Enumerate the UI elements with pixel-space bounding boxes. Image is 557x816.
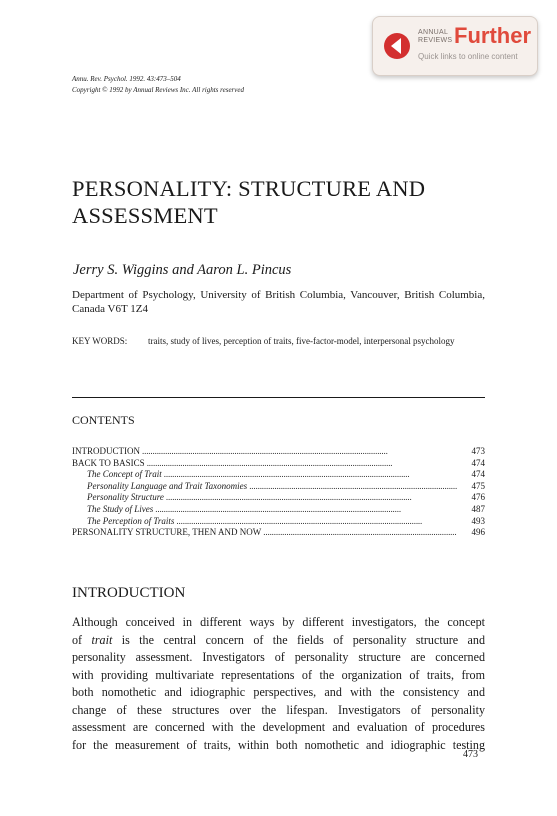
affiliation: Department of Psychology, University of British Columbia, Vancouver, British Columbia, Canada V6T 1Z4 xyxy=(72,289,485,315)
section-divider xyxy=(72,397,485,398)
table-of-contents xyxy=(72,446,485,539)
toc-entry-label: BACK TO BASICS xyxy=(72,457,145,468)
toc-entry-page: 493 xyxy=(471,515,485,526)
toc-leader-dots xyxy=(155,504,457,516)
toc-entry-page: 496 xyxy=(471,527,485,538)
body-line-part: is the central concern of the fields of personality structure and xyxy=(112,632,485,647)
body-line: with providing multivariate representations of the organization of traits, from xyxy=(72,667,485,682)
emphasis-trait: trait xyxy=(91,632,113,647)
page-number: 473 xyxy=(463,749,478,760)
body-line: both nomothetic and idiographic perspectives, and with the consistency and xyxy=(72,685,485,699)
article-title: PERSONALITY: STRUCTURE AND ASSESSMENT xyxy=(72,176,426,228)
badge-further-text: Further xyxy=(454,23,531,48)
copyright-line: Copyright © 1992 by Annual Reviews Inc. All rights reserved xyxy=(72,86,244,94)
toc-entry-page: 474 xyxy=(471,469,485,480)
toc-entry-page: 475 xyxy=(471,480,485,491)
toc-entry[interactable] xyxy=(72,492,485,504)
body-line: for the measurement of traits, within both nomothetic and idiographic testing xyxy=(72,737,485,752)
badge-annual-text: ANNUAL xyxy=(418,29,449,36)
contents-heading: CONTENTS xyxy=(72,413,135,427)
annual-reviews-logo-icon xyxy=(384,33,410,59)
toc-entry-page: 476 xyxy=(471,492,485,503)
toc-entry[interactable] xyxy=(72,481,485,493)
body-line: assessment are concerned with the development and evaluation of procedures xyxy=(72,720,485,734)
toc-entry-label: The Concept of Trait xyxy=(87,469,162,480)
toc-entry-label: Personality Language and Trait Taxonomies xyxy=(87,480,248,491)
badge-quick-links-text: Quick links to online content xyxy=(418,52,518,61)
toc-entry-page: 473 xyxy=(471,446,485,456)
toc-entry-label: Personality Structure xyxy=(87,492,164,503)
toc-leader-dots xyxy=(166,492,457,504)
toc-entry[interactable] xyxy=(72,458,485,470)
body-line: change of these structures over the lifespan. Investigators of personality xyxy=(72,702,485,717)
toc-leader-dots xyxy=(147,458,457,470)
toc-entry-label: PERSONALITY STRUCTURE, THEN AND NOW xyxy=(72,527,262,538)
toc-entry[interactable] xyxy=(72,527,485,539)
toc-entry-label: The Perception of Traits xyxy=(87,515,175,526)
body-line xyxy=(72,632,485,650)
toc-entry[interactable] xyxy=(72,446,485,458)
toc-entry[interactable] xyxy=(72,516,485,528)
toc-entry-label: INTRODUCTION xyxy=(72,446,140,456)
toc-leader-dots xyxy=(249,481,457,493)
further-badge[interactable] xyxy=(372,16,538,76)
body-line: Although conceived in different ways by different investigators, the concept xyxy=(72,615,485,629)
authors: Jerry S. Wiggins and Aaron L. Pincus xyxy=(73,262,292,278)
toc-entry-page: 474 xyxy=(471,457,485,468)
introduction-body xyxy=(72,614,485,754)
toc-entry[interactable] xyxy=(72,469,485,481)
toc-entry[interactable] xyxy=(72,504,485,516)
key-words-text: traits, study of lives, perception of traits, five-factor-model, interpersonal psychology xyxy=(148,336,455,346)
toc-leader-dots xyxy=(263,527,457,539)
key-words-label: KEY WORDS: xyxy=(72,336,128,346)
badge-reviews-text: REVIEWS xyxy=(418,37,453,44)
toc-entry-label: The Study of Lives xyxy=(87,503,154,514)
toc-leader-dots xyxy=(176,516,457,528)
toc-entry-page: 487 xyxy=(471,503,485,514)
journal-citation: Annu. Rev. Psychol. 1992. 43:473–504 xyxy=(72,75,181,83)
body-line-part: of xyxy=(72,632,92,647)
introduction-heading: INTRODUCTION xyxy=(72,585,186,601)
toc-leader-dots xyxy=(164,469,457,481)
toc-leader-dots xyxy=(142,446,457,458)
body-line: personality assessment. Investigators of personality structure are concerned xyxy=(72,650,485,664)
